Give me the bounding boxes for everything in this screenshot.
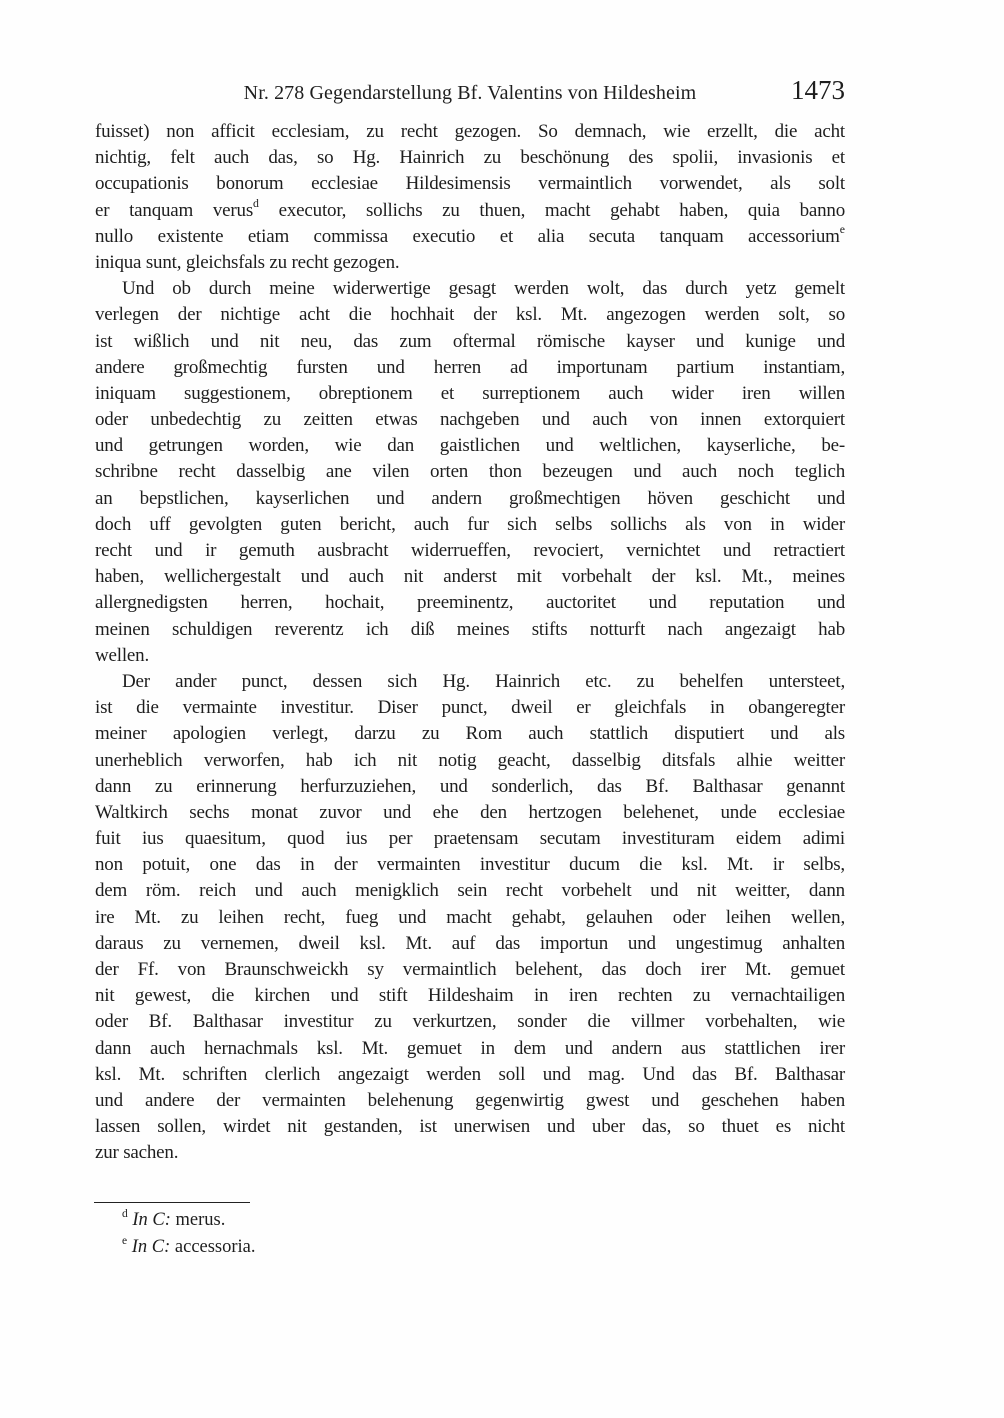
running-header [95, 75, 845, 108]
text-line: dann auch hernachmals ksl. Mt. gemuet in dem und andern aus stattlichen irer [95, 1037, 845, 1059]
text-line: unerheblich verworfen, hab ich nit notig geacht, dasselbig ditsfals alhie weitter [95, 749, 845, 771]
footnote-ref: d [122, 1207, 128, 1220]
text-line: iniquam suggestionem, obreptionem et surreptionem auch wider iren willen [95, 382, 845, 404]
footnote-ref: e [122, 1234, 128, 1247]
text-line: haben, wellichergestalt und auch nit anderst mit vorbehalt der ksl. Mt., meines [95, 566, 845, 588]
text-line: oder unbedechtig zu zeitten etwas nachgeben und auch von innen extorquiert [95, 409, 845, 431]
text-line: Waltkirch sechs monat zuvor und ehe den hertzogen belehenet, unde ecclesiae [95, 801, 845, 823]
page-number: 1473 [791, 75, 845, 105]
text-line: oder Bf. Balthasar investitur zu verkurtzen, sonder die villmer vorbehalten, wie [95, 1011, 845, 1033]
text-line: iniqua sunt, gleichsfals zu recht gezogen. [95, 251, 400, 273]
text-line: dem röm. reich und auch menigklich sein recht vorbehelt und nit weitter, dann [95, 880, 845, 902]
text-line: er tanquam verus$^d$ executor, sollichs zu thuen, macht gehabt haben, quia banno [95, 197, 845, 221]
text-line: doch uff gevolgten guten bericht, auch fur sich selbs sollichs als von in wider [95, 513, 845, 535]
text-line: nit gewest, die kirchen und stift Hildeshaim in iren rechten zu vernachtailigen [95, 985, 845, 1007]
header-title: Nr. 278 Gegendarstellung Bf. Valentins von Hildesheim [243, 82, 697, 104]
text-line: allergnedigsten herren, hochait, preeminentz, auctoritet und reputation und [95, 592, 845, 614]
footnotes [95, 1207, 845, 1261]
text-line: nichtig, felt auch das, so Hg. Hainrich zu beschönung des spolii, invasionis et [95, 147, 845, 169]
paragraph [95, 119, 845, 276]
text-line: zur sachen. [95, 1142, 179, 1164]
italic-text: In C: [131, 1237, 171, 1257]
text-line: non potuit, one das in der vermainten investitur ducum die ksl. Mt. ir selbs, [95, 854, 845, 876]
text-line: verlegen der nichtige acht die hochhait der ksl. Mt. angezogen werden solt, so [95, 304, 845, 326]
text-line: Der ander punct, dessen sich Hg. Hainrich etc. zu behelfen untersteet, [122, 670, 845, 692]
text-line: ist wißlich und nit neu, das zum oftermal römische kayser und kunige und [95, 330, 845, 352]
text-line: andere großmechtig fursten und herren ad importunam partium instantiam, [95, 356, 845, 378]
body-text [95, 119, 845, 1167]
text-line: lassen sollen, wirdet nit gestanden, ist unerwisen und uber das, so thuet es nicht [95, 1116, 845, 1138]
text-line: ksl. Mt. schriften clerlich angezaigt werden soll und mag. Und das Bf. Balthasar [95, 1063, 845, 1085]
text-line: daraus zu vernemen, dweil ksl. Mt. auf das importun und ungestimug anhalten [95, 932, 845, 954]
text-line: meinen schuldigen reverentz ich diß meines stifts notturft nach angezaigt hab [95, 618, 845, 640]
italic-text: In C: [132, 1210, 171, 1230]
footnote-separator [94, 1202, 250, 1203]
text-line: fuit ius quaesitum, quod ius per praetensam secutam investituram eidem adimi [95, 828, 845, 850]
text-line: occupationis bonorum ecclesiae Hildesimensis vermaintlich vorwendet, als solt [95, 173, 845, 195]
footnote: $^e$ In C: accessoria. [122, 1234, 256, 1257]
text-line: nullo existente etiam commissa executio et alia secuta tanquam accessorium$^e$ [95, 223, 845, 247]
text-line: wellen. [95, 644, 149, 666]
footnote-ref: e [839, 223, 845, 237]
text-line: meiner apologien verlegt, darzu zu Rom auch stattlich disputiert und als [95, 723, 845, 745]
footnote: $^d$ In C: merus. [122, 1207, 226, 1230]
text-line: an bepstlichen, kayserlichen und andern großmechtigen höven geschicht und [95, 487, 845, 509]
text-line: recht und ir gemuth ausbracht widerrueffen, revociert, vernichtet und retractiert [95, 540, 845, 561]
text-line: dann zu erinnerung herfurzuziehen, und sonderlich, das Bf. Balthasar genannt [95, 775, 845, 797]
text-line: der Ff. von Braunschweickh sy vermaintlich belehent, das doch irer Mt. gemuet [95, 959, 845, 980]
text-line: und getrungen worden, wie dan gaistlichen und weltlichen, kayserliche, be- [95, 435, 845, 457]
text-line: Und ob durch meine widerwertige gesagt werden wolt, das durch yetz gemelt [122, 278, 845, 300]
paragraph [95, 276, 845, 669]
text-line: ist die vermainte investitur. Diser punct, dweil er gleichfals in obangeregter [95, 697, 845, 719]
text-line: und andere der vermainten belehenung gegenwirtig gwest und geschehen haben [95, 1089, 845, 1111]
text-line: ire Mt. zu leihen recht, fueg und macht gehabt, gelauhen oder leihen wellen, [95, 906, 845, 928]
text-line: fuisset) non afficit ecclesiam, zu recht gezogen. So demnach, wie erzellt, die acht [95, 121, 845, 142]
paragraph [95, 669, 845, 1167]
text-line: schribne recht dasselbig ane vilen orten thon bezeugen und auch noch teglich [95, 461, 845, 483]
footnote-ref: d [253, 197, 259, 211]
